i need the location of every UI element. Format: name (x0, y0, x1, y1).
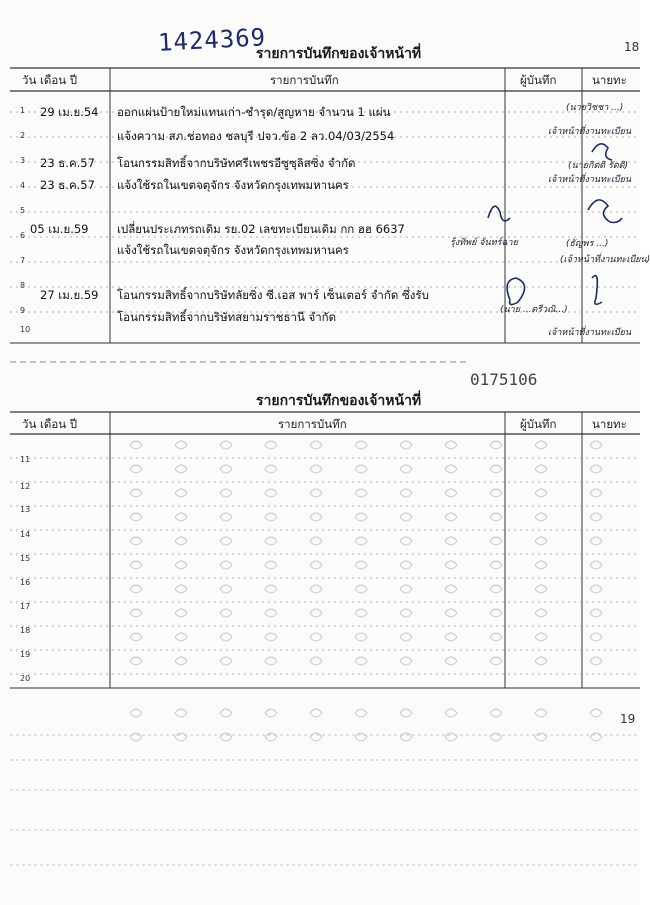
header-entry: รายการบันทึก (278, 417, 347, 431)
entry-date: 23 ธ.ค.57 (40, 178, 95, 192)
entry-date: 23 ธ.ค.57 (40, 156, 95, 170)
signature-scribble-4 (507, 278, 524, 305)
row-number: 14 (20, 530, 31, 539)
header-registrar: นายทะ (592, 73, 627, 87)
top-section-title: รายการบันทึกของเจ้าหน้าที่ (256, 46, 422, 62)
row-number: 10 (20, 325, 31, 334)
row-number: 16 (20, 578, 31, 587)
row-number: 15 (20, 554, 31, 563)
header-registrar: นายทะ (592, 417, 627, 431)
row-number: 12 (20, 482, 31, 491)
entry-text: แจ้งใช้รถในเขตจตุจักร จังหวัดกรุงเทพมหานคร (117, 243, 349, 257)
row-number: 3 (20, 156, 26, 165)
serial-number: 0175106 (470, 370, 538, 389)
row-number: 1 (20, 106, 26, 115)
page-number-bottom: 19 (620, 712, 636, 726)
signature-title: เจ้าหน้าที่งานทะเบียน (548, 175, 632, 185)
entry-text: โอนกรรมสิทธิ์จากบริษัทสยามราชธานี จำกัด (117, 310, 337, 324)
signature-name: (นายวิชชา ...) (566, 103, 624, 113)
row-number: 7 (20, 256, 26, 265)
signature-scribble-2 (488, 206, 510, 221)
signature-scribble-5 (592, 276, 602, 305)
entry-text: โอนกรรมสิทธิ์จากบริษัทลัยซิ่ง ซี.เอส พาร์ เซ็นเตอร์ จำกัด ซึ่งรับ (117, 288, 429, 302)
entry-text: เปลี่ยนประเภทรถเดิม รย.02 เลขทะเบียนเดิม กก ฮฮ 6637 (117, 222, 405, 236)
row-number: 2 (20, 131, 26, 140)
row-number: 9 (20, 306, 26, 315)
row-number: 18 (20, 626, 31, 635)
signature-name: รุ้งทิพย์ จันทร์ฉาย (450, 238, 518, 248)
row-number: 5 (20, 206, 26, 215)
entry-text: แจ้งใช้รถในเขตจตุจักร จังหวัดกรุงเทพมหานคร (117, 178, 349, 192)
signature-name: (นาย ...ตรีวณิ...) (500, 305, 568, 315)
signature-scribble-3 (588, 200, 622, 223)
row-number: 13 (20, 505, 31, 514)
row-number: 20 (20, 674, 31, 683)
signature-name: (นายกิตติ รัตติ) (568, 161, 629, 171)
entry-text: ออกแผ่นป้ายใหม่แทนเก่า-ชำรุด/สูญหาย จำนวน 1 แผ่น (117, 105, 391, 119)
header-date: วัน เดือน ปี (22, 417, 78, 431)
row-number: 8 (20, 281, 26, 290)
signature-title: เจ้าหน้าที่งานทะเบียน (548, 127, 632, 137)
signature-name: (ธัญพร ...) (566, 239, 609, 249)
entry-date: 05 เม.ย.59 (30, 222, 89, 236)
header-entry: รายการบันทึก (270, 73, 339, 87)
row-number: 6 (20, 231, 26, 240)
page-number-top: 18 (624, 40, 640, 54)
signature-title: (เจ้าหน้าที่งานทะเบียน) (560, 255, 650, 265)
row-number: 11 (20, 455, 31, 464)
header-date: วัน เดือน ปี (22, 73, 78, 87)
row-number: 17 (20, 602, 31, 611)
header-recorder: ผู้บันทึก (520, 73, 557, 87)
row-number: 19 (20, 650, 31, 659)
bottom-section-title: รายการบันทึกของเจ้าหน้าที่ (256, 393, 422, 409)
entry-text: แจ้งความ สภ.ช่อทอง ชลบุรี ปจว.ข้อ 2 ลว.04/03/2554 (117, 129, 395, 143)
signature-title: เจ้าหน้าที่งานทะเบียน (548, 328, 632, 338)
entry-date: 27 เม.ย.59 (40, 288, 99, 302)
header-recorder: ผู้บันทึก (520, 417, 557, 431)
entry-text: โอนกรรมสิทธิ์จากบริษัทศรีเพชรอีซูซุลิสซิ่ง จำกัด (117, 156, 356, 170)
row-number: 4 (20, 181, 26, 190)
entry-date: 29 เม.ย.54 (40, 105, 99, 119)
handwritten-file-number: 1424369 (157, 23, 267, 57)
